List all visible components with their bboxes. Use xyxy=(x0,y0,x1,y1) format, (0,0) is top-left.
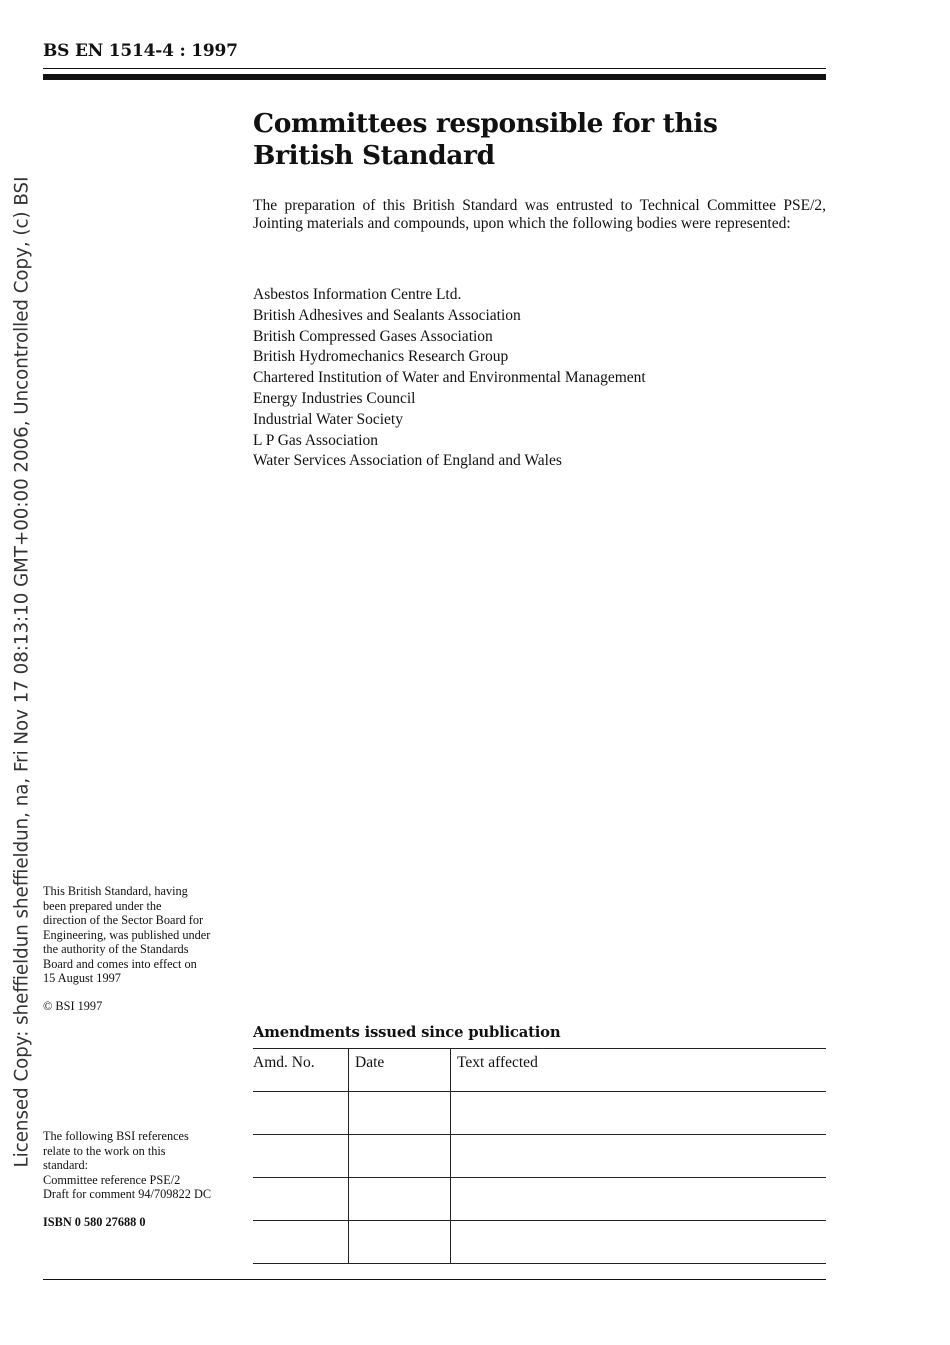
table-cell xyxy=(349,1221,451,1264)
references-line: The following BSI references xyxy=(43,1129,189,1143)
represented-bodies-list xyxy=(253,285,646,472)
references-line: relate to the work on this xyxy=(43,1143,166,1158)
table-cell xyxy=(349,1178,451,1221)
list-item: British Adhesives and Sealants Association xyxy=(253,306,521,324)
table-row xyxy=(253,1135,826,1178)
table-row xyxy=(253,1178,826,1221)
references-line: standard: xyxy=(43,1158,89,1172)
list-item: British Hydromechanics Research Group xyxy=(253,348,509,366)
copyright-notice: © BSI 1997 xyxy=(43,999,103,1013)
list-item: L P Gas Association xyxy=(253,431,378,449)
table-cell xyxy=(253,1178,349,1221)
page-title-line-1: Committees responsible for this xyxy=(253,108,718,139)
list-item: Chartered Institution of Water and Environmental Management xyxy=(253,369,646,387)
table-cell xyxy=(451,1221,827,1264)
table-cell xyxy=(253,1092,349,1135)
list-item: British Compressed Gases Association xyxy=(253,327,493,345)
table-row xyxy=(253,1221,826,1264)
publication-note-line: Engineering, was published under xyxy=(43,927,211,942)
table-header-row xyxy=(253,1049,826,1092)
references-line: Draft for comment 94/709822 DC xyxy=(43,1187,212,1201)
list-item: Energy Industries Council xyxy=(253,389,416,407)
column-header-text-affected: Text affected xyxy=(451,1049,827,1092)
table-cell xyxy=(349,1135,451,1178)
table-cell xyxy=(451,1135,827,1178)
page-title xyxy=(253,108,813,172)
footer-rule xyxy=(43,1279,826,1280)
list-item: Asbestos Information Centre Ltd. xyxy=(253,286,462,303)
publication-note xyxy=(43,884,243,986)
table-cell xyxy=(253,1135,349,1178)
isbn: ISBN 0 580 27688 0 xyxy=(43,1215,146,1229)
intro-paragraph: The preparation of this British Standard was entrusted to Technical Committee PSE/2, Jointing materials and compounds, upon which the following bodies were represented: xyxy=(253,197,826,232)
publication-note-line: the authority of the Standards xyxy=(43,942,189,956)
amendments-title: Amendments issued since publication xyxy=(253,1024,561,1041)
publication-note-line: been prepared under the xyxy=(43,898,162,913)
table-cell xyxy=(451,1178,827,1221)
page-title-line-2: British Standard xyxy=(253,140,495,171)
document-code: BS EN 1514-4 : 1997 xyxy=(43,41,238,61)
bsi-references xyxy=(43,1129,243,1202)
table-cell xyxy=(451,1092,827,1135)
table-cell xyxy=(349,1092,451,1135)
header-rule-thin xyxy=(43,68,826,69)
license-watermark: Licensed Copy: sheffieldun sheffieldun, na, Fri Nov 17 08:13:10 GMT+00:00 2006, Uncontrolled Copy, (c) BSI xyxy=(11,176,33,1168)
table-row xyxy=(253,1092,826,1135)
references-line: Committee reference PSE/2 xyxy=(43,1172,181,1187)
amendments-table xyxy=(253,1048,826,1264)
column-header-amd-no: Amd. No. xyxy=(253,1049,349,1092)
publication-note-line: This British Standard, having xyxy=(43,884,188,898)
list-item: Water Services Association of England and Wales xyxy=(253,452,562,470)
publication-note-line: 15 August 1997 xyxy=(43,971,121,985)
column-header-date: Date xyxy=(349,1049,451,1092)
table-cell xyxy=(253,1221,349,1264)
publication-note-line: direction of the Sector Board for xyxy=(43,913,204,927)
publication-note-line: Board and comes into effect on xyxy=(43,956,197,971)
list-item: Industrial Water Society xyxy=(253,410,403,428)
header-rule-thick xyxy=(43,74,826,80)
